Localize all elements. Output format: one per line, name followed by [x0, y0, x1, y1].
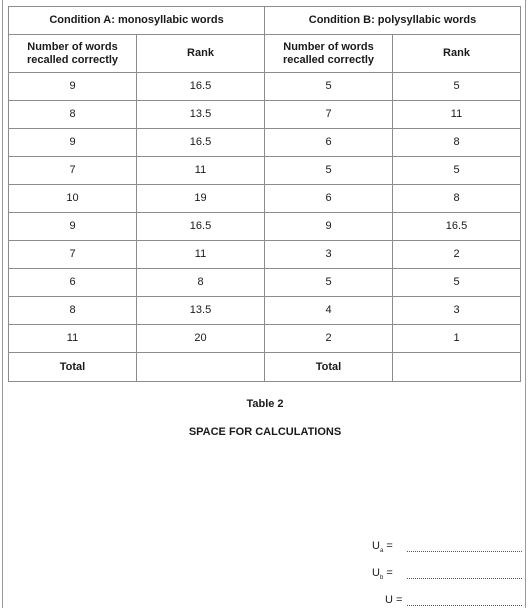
b-words-header-line1: Number of words [283, 40, 374, 53]
table-group-header-row [9, 7, 521, 35]
table-row [9, 185, 521, 213]
b-words-header-line2: recalled correctly [282, 53, 375, 66]
b-rank-header: Rank [393, 35, 521, 73]
table-column-header-row [9, 35, 521, 73]
b-words-cell: 7 [265, 101, 393, 129]
b-rank-cell: 16.5 [393, 213, 521, 241]
table-row [9, 157, 521, 185]
a-words-header-line1: Number of words [27, 40, 118, 53]
a-words-cell: 7 [9, 241, 137, 269]
b-rank-cell: 5 [393, 73, 521, 101]
a-rank-total-cell[interactable] [137, 353, 265, 382]
b-rank-cell: 11 [393, 101, 521, 129]
table-row [9, 101, 521, 129]
a-rank-cell: 16.5 [137, 129, 265, 157]
table-row [9, 297, 521, 325]
b-rank-cell: 2 [393, 241, 521, 269]
a-rank-cell: 16.5 [137, 73, 265, 101]
a-rank-cell: 11 [137, 241, 265, 269]
b-words-cell: 5 [265, 73, 393, 101]
a-rank-cell: 16.5 [137, 213, 265, 241]
b-rank-cell: 8 [393, 129, 521, 157]
table-row [9, 213, 521, 241]
a-rank-cell: 8 [137, 269, 265, 297]
a-words-cell: 8 [9, 297, 137, 325]
b-rank-cell: 1 [393, 325, 521, 353]
u-label: U = [385, 594, 403, 606]
b-total-label: Total [265, 353, 393, 382]
ub-dotted-line[interactable] [407, 578, 522, 579]
a-words-cell: 8 [9, 101, 137, 129]
b-words-cell: 5 [265, 269, 393, 297]
a-rank-cell: 13.5 [137, 297, 265, 325]
table-caption: Table 2 [246, 398, 284, 410]
table-row [9, 269, 521, 297]
a-words-header-line2: recalled correctly [26, 53, 119, 66]
b-rank-cell: 5 [393, 269, 521, 297]
a-words-cell: 10 [9, 185, 137, 213]
b-rank-cell: 8 [393, 185, 521, 213]
b-words-cell: 3 [265, 241, 393, 269]
b-words-cell: 6 [265, 129, 393, 157]
calculations-heading: SPACE FOR CALCULATIONS [188, 426, 342, 438]
u-dotted-line[interactable] [407, 605, 522, 606]
a-words-cell: 6 [9, 269, 137, 297]
ub-label: $U_b$ = [372, 567, 393, 582]
table-row [9, 129, 521, 157]
ub-answer-line[interactable] [372, 567, 522, 581]
a-words-cell: 11 [9, 325, 137, 353]
b-rank-total-cell[interactable] [393, 353, 521, 382]
a-words-header [9, 35, 137, 73]
b-rank-cell: 3 [393, 297, 521, 325]
b-words-cell: 9 [265, 213, 393, 241]
table-row [9, 73, 521, 101]
a-rank-cell: 20 [137, 325, 265, 353]
b-words-cell: 6 [265, 185, 393, 213]
table-total-row [9, 353, 521, 382]
ua-label: $U_a$ = [372, 540, 393, 555]
a-rank-header: Rank [137, 35, 265, 73]
table-row [9, 241, 521, 269]
a-words-cell: 9 [9, 73, 137, 101]
table-row [9, 325, 521, 353]
b-words-header [265, 35, 393, 73]
b-words-cell: 2 [265, 325, 393, 353]
a-words-cell: 9 [9, 129, 137, 157]
a-rank-cell: 13.5 [137, 101, 265, 129]
results-table [8, 6, 521, 382]
ua-dotted-line[interactable] [407, 551, 522, 552]
a-words-cell: 7 [9, 157, 137, 185]
b-words-cell: 4 [265, 297, 393, 325]
table-body [9, 73, 521, 353]
condition-a-header: Condition A: monosyllabic words [9, 7, 265, 35]
b-words-cell: 5 [265, 157, 393, 185]
a-words-cell: 9 [9, 213, 137, 241]
u-answer-line[interactable] [372, 594, 522, 608]
condition-b-header: Condition B: polysyllabic words [265, 7, 521, 35]
a-total-label: Total [9, 353, 137, 382]
a-rank-cell: 11 [137, 157, 265, 185]
b-rank-cell: 5 [393, 157, 521, 185]
a-rank-cell: 19 [137, 185, 265, 213]
ua-answer-line[interactable] [372, 540, 522, 554]
